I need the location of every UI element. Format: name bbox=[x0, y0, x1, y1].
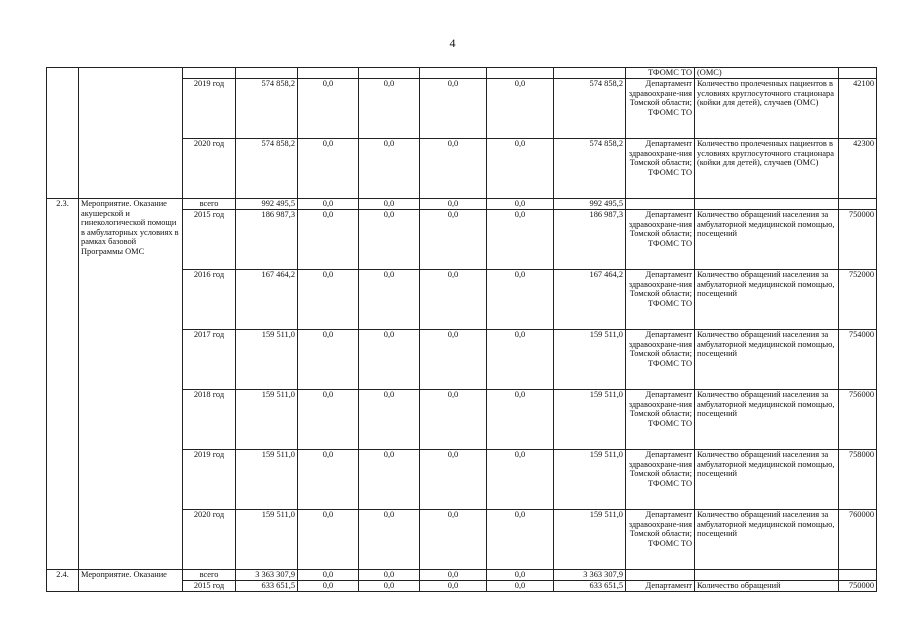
local-cell: 0,0 bbox=[420, 139, 487, 199]
executor-cell: ТФОМС ТО bbox=[626, 68, 695, 79]
omc-cell: 574 858,2 bbox=[554, 139, 626, 199]
other-cell: 0,0 bbox=[487, 390, 554, 450]
indicator-value-cell: 754000 bbox=[839, 330, 877, 390]
local-cell: 0,0 bbox=[420, 450, 487, 510]
executor-cell: Департамент здравоохране-ния Томской области; ТФОМС ТО bbox=[626, 510, 695, 570]
indicator-value-cell: 760000 bbox=[839, 510, 877, 570]
indicator-value-cell: 42300 bbox=[839, 139, 877, 199]
local-cell: 0,0 bbox=[420, 210, 487, 270]
indicator-cell: Количество обращений населения за амбулаторной медицинской помощью, посещений bbox=[695, 330, 839, 390]
regional-cell: 0,0 bbox=[359, 139, 420, 199]
program-table bbox=[46, 67, 877, 592]
table-row bbox=[47, 570, 877, 581]
total-cell: 633 651,5 bbox=[236, 581, 298, 592]
other-cell: 0,0 bbox=[487, 79, 554, 139]
omc-cell: 574 858,2 bbox=[554, 79, 626, 139]
page-number: 4 bbox=[449, 36, 456, 50]
indicator-cell: Количество пролеченных пациентов в условиях круглосуточного стационара (койки для детей), случаев (ОМС) bbox=[695, 139, 839, 199]
other-cell: 0,0 bbox=[487, 199, 554, 210]
local-cell: 0,0 bbox=[420, 79, 487, 139]
indicator-value-cell: 750000 bbox=[839, 581, 877, 592]
indicator-cell: Количество обращений населения за амбулаторной медицинской помощью, посещений bbox=[695, 450, 839, 510]
activity-name-cell bbox=[79, 68, 183, 199]
indicator-value-cell bbox=[839, 68, 877, 79]
year-cell: 2017 год bbox=[183, 330, 236, 390]
local-cell: 0,0 bbox=[420, 570, 487, 581]
other-cell: 0,0 bbox=[487, 510, 554, 570]
year-cell: 2019 год bbox=[183, 79, 236, 139]
indicator-value-cell: 756000 bbox=[839, 390, 877, 450]
executor-cell: Департамент здравоохране-ния Томской области; ТФОМС ТО bbox=[626, 210, 695, 270]
total-cell: 574 858,2 bbox=[236, 79, 298, 139]
local-cell: 0,0 bbox=[420, 390, 487, 450]
local-cell: 0,0 bbox=[420, 199, 487, 210]
omc-cell: 159 511,0 bbox=[554, 330, 626, 390]
indicator-value-cell bbox=[839, 570, 877, 581]
total-cell: 159 511,0 bbox=[236, 510, 298, 570]
local-cell: 0,0 bbox=[420, 330, 487, 390]
regional-cell: 0,0 bbox=[359, 79, 420, 139]
indicator-cell bbox=[695, 199, 839, 210]
other-cell: 0,0 bbox=[487, 450, 554, 510]
year-cell bbox=[183, 68, 236, 79]
indicator-value-cell: 758000 bbox=[839, 450, 877, 510]
total-cell: 992 495,5 bbox=[236, 199, 298, 210]
federal-cell: 0,0 bbox=[298, 450, 359, 510]
year-cell: 2016 год bbox=[183, 270, 236, 330]
regional-cell: 0,0 bbox=[359, 390, 420, 450]
total-cell: 159 511,0 bbox=[236, 330, 298, 390]
activity-name-cell: Мероприятие. Оказание акушерской и гинекологической помощи в амбулаторных условиях в рамках базовой Программы ОМС bbox=[79, 199, 183, 570]
omc-cell: 167 464,2 bbox=[554, 270, 626, 330]
total-cell: 574 858,2 bbox=[236, 139, 298, 199]
section-number-cell bbox=[47, 68, 79, 199]
section-number-cell: 2.3. bbox=[47, 199, 79, 570]
federal-cell bbox=[298, 68, 359, 79]
executor-cell: Департамент здравоохране-ния Томской области; ТФОМС ТО bbox=[626, 139, 695, 199]
executor-cell: Департамент здравоохране-ния Томской области; ТФОМС ТО bbox=[626, 450, 695, 510]
regional-cell: 0,0 bbox=[359, 270, 420, 330]
total-cell: 159 511,0 bbox=[236, 450, 298, 510]
regional-cell: 0,0 bbox=[359, 510, 420, 570]
other-cell: 0,0 bbox=[487, 570, 554, 581]
executor-cell: Департамент здравоохране-ния Томской области; ТФОМС ТО bbox=[626, 390, 695, 450]
activity-name-cell: Мероприятие. Оказание bbox=[79, 570, 183, 592]
indicator-cell bbox=[695, 570, 839, 581]
other-cell: 0,0 bbox=[487, 210, 554, 270]
local-cell: 0,0 bbox=[420, 270, 487, 330]
year-cell: 2015 год bbox=[183, 581, 236, 592]
omc-cell: 3 363 307,9 bbox=[554, 570, 626, 581]
omc-cell bbox=[554, 68, 626, 79]
total-cell: 186 987,3 bbox=[236, 210, 298, 270]
executor-cell: Департамент bbox=[626, 581, 695, 592]
federal-cell: 0,0 bbox=[298, 390, 359, 450]
regional-cell: 0,0 bbox=[359, 330, 420, 390]
federal-cell: 0,0 bbox=[298, 139, 359, 199]
federal-cell: 0,0 bbox=[298, 510, 359, 570]
other-cell: 0,0 bbox=[487, 581, 554, 592]
other-cell: 0,0 bbox=[487, 139, 554, 199]
federal-cell: 0,0 bbox=[298, 270, 359, 330]
indicator-cell: Количество обращений населения за амбулаторной медицинской помощью, посещений bbox=[695, 210, 839, 270]
federal-cell: 0,0 bbox=[298, 210, 359, 270]
year-cell: 2020 год bbox=[183, 510, 236, 570]
total-cell: 167 464,2 bbox=[236, 270, 298, 330]
executor-cell: Департамент здравоохране-ния Томской области; ТФОМС ТО bbox=[626, 270, 695, 330]
section-number-cell: 2.4. bbox=[47, 570, 79, 592]
indicator-cell: Количество пролеченных пациентов в условиях круглосуточного стационара (койки для детей), случаев (ОМС) bbox=[695, 79, 839, 139]
omc-cell: 186 987,3 bbox=[554, 210, 626, 270]
regional-cell: 0,0 bbox=[359, 199, 420, 210]
omc-cell: 992 495,5 bbox=[554, 199, 626, 210]
indicator-value-cell bbox=[839, 199, 877, 210]
local-cell: 0,0 bbox=[420, 510, 487, 570]
other-cell: 0,0 bbox=[487, 270, 554, 330]
omc-cell: 159 511,0 bbox=[554, 450, 626, 510]
executor-cell bbox=[626, 199, 695, 210]
federal-cell: 0,0 bbox=[298, 199, 359, 210]
total-cell: 3 363 307,9 bbox=[236, 570, 298, 581]
indicator-cell: (ОМС) bbox=[695, 68, 839, 79]
executor-cell bbox=[626, 570, 695, 581]
omc-cell: 159 511,0 bbox=[554, 390, 626, 450]
year-cell: 2020 год bbox=[183, 139, 236, 199]
indicator-cell: Количество обращений населения за амбулаторной медицинской помощью, посещений bbox=[695, 510, 839, 570]
other-cell bbox=[487, 68, 554, 79]
total-cell: 159 511,0 bbox=[236, 390, 298, 450]
local-cell: 0,0 bbox=[420, 581, 487, 592]
regional-cell: 0,0 bbox=[359, 581, 420, 592]
indicator-value-cell: 42100 bbox=[839, 79, 877, 139]
omc-cell: 633 651,5 bbox=[554, 581, 626, 592]
federal-cell: 0,0 bbox=[298, 570, 359, 581]
executor-cell: Департамент здравоохране-ния Томской области; ТФОМС ТО bbox=[626, 330, 695, 390]
year-cell: всего bbox=[183, 570, 236, 581]
other-cell: 0,0 bbox=[487, 330, 554, 390]
indicator-cell: Количество обращений bbox=[695, 581, 839, 592]
local-cell bbox=[420, 68, 487, 79]
federal-cell: 0,0 bbox=[298, 79, 359, 139]
year-cell: 2018 год bbox=[183, 390, 236, 450]
year-cell: 2019 год bbox=[183, 450, 236, 510]
table-row bbox=[47, 199, 877, 210]
indicator-value-cell: 750000 bbox=[839, 210, 877, 270]
federal-cell: 0,0 bbox=[298, 581, 359, 592]
regional-cell bbox=[359, 68, 420, 79]
omc-cell: 159 511,0 bbox=[554, 510, 626, 570]
year-cell: всего bbox=[183, 199, 236, 210]
regional-cell: 0,0 bbox=[359, 210, 420, 270]
total-cell bbox=[236, 68, 298, 79]
indicator-value-cell: 752000 bbox=[839, 270, 877, 330]
executor-cell: Департамент здравоохране-ния Томской области; ТФОМС ТО bbox=[626, 79, 695, 139]
year-cell: 2015 год bbox=[183, 210, 236, 270]
regional-cell: 0,0 bbox=[359, 450, 420, 510]
table-row bbox=[47, 68, 877, 79]
federal-cell: 0,0 bbox=[298, 330, 359, 390]
indicator-cell: Количество обращений населения за амбулаторной медицинской помощью, посещений bbox=[695, 270, 839, 330]
regional-cell: 0,0 bbox=[359, 570, 420, 581]
indicator-cell: Количество обращений населения за амбулаторной медицинской помощью, посещений bbox=[695, 390, 839, 450]
